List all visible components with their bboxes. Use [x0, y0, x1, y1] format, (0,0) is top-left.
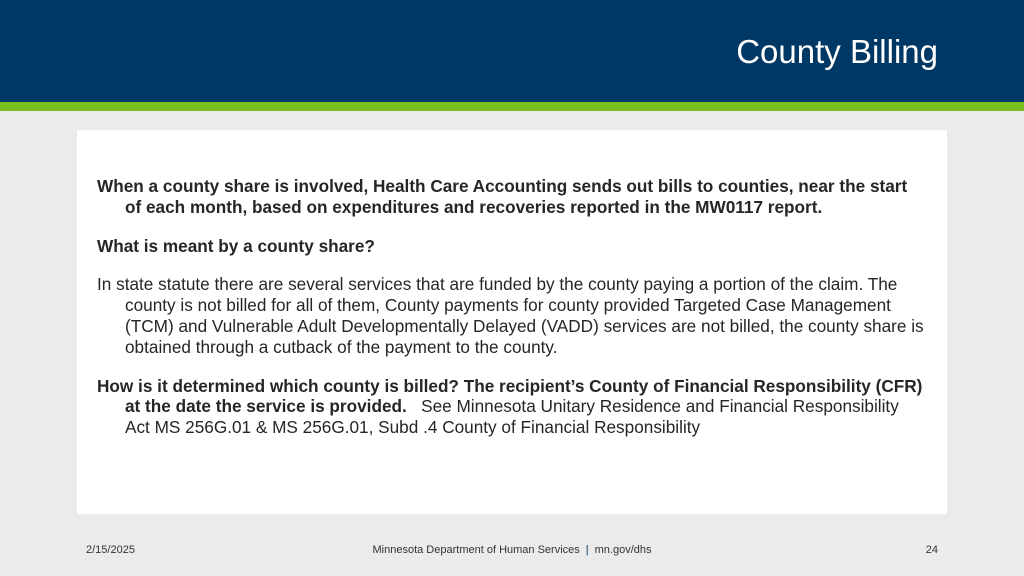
footer-org: [0, 541, 1024, 559]
cfr-question-bold: How is it determined which county is billed? The recipient’s County of Financial Responsibility (CFR) at the date the service is provided.: [97, 375, 923, 417]
footer-date: 2/15/2025: [86, 544, 135, 556]
paragraph-county-share-explanation: In state statute there are several services that are funded by the county paying a portion of the claim. The county is not billed for all of them, County payments for county provided Targeted Case Management (TCM) and Vulnerable Adult Developmentally Delayed (VADD) services are not billed, the county share is obtained through a cutback of the payment to the county.: [97, 274, 924, 357]
content-text: [97, 176, 927, 456]
footer-site: mn.gov/dhs: [594, 544, 652, 556]
slide-title: County Billing: [736, 33, 938, 70]
accent-stripe: [0, 102, 1024, 111]
footer-org-name: Minnesota Department of Human Services: [372, 544, 580, 556]
footer-separator: |: [585, 544, 589, 556]
paragraph-county-share-question: What is meant by a county share?: [97, 235, 375, 256]
content-panel: [77, 130, 947, 514]
page-number: 24: [925, 544, 938, 556]
header-band: [0, 0, 1024, 102]
paragraph-cfr: [97, 376, 927, 438]
cfr-statute-reference: See Minnesota Unitary Residence and Financial Responsibility Act MS 256G.01 & MS 256G.01, Subd .4 County of Financial Responsibility: [125, 396, 899, 438]
paragraph-county-billing-intro: When a county share is involved, Health Care Accounting sends out bills to counties, near the start of each month, based on expenditures and recoveries reported in the MW0117 report.: [97, 176, 908, 217]
